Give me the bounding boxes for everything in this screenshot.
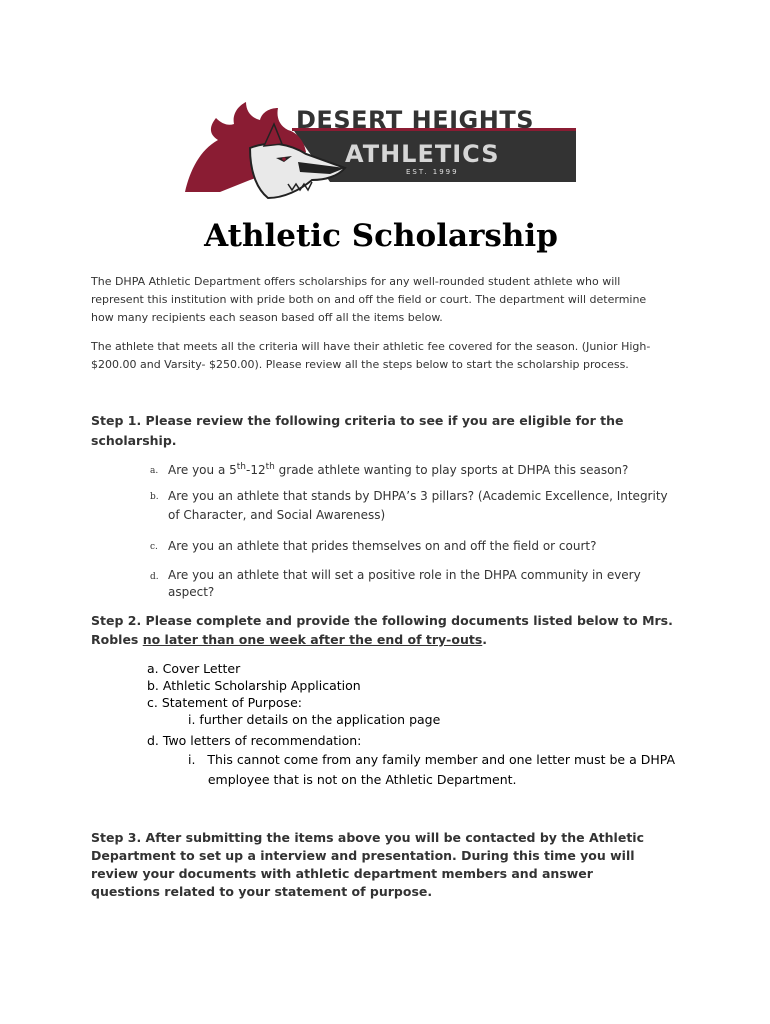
step-3-heading-line: Step 3. After submitting the items above you will be contacted by the Athletic bbox=[91, 830, 644, 845]
deadline-text: no later than one week after the end of try-outs bbox=[142, 632, 483, 647]
document-item-b: b. Athletic Scholarship Application bbox=[147, 678, 361, 693]
step-2-heading bbox=[91, 611, 691, 649]
document-item-d: d. Two letters of recommendation: bbox=[147, 733, 362, 748]
step-1-heading-line: scholarship. bbox=[91, 433, 177, 448]
criteria-letter: d. bbox=[150, 572, 159, 582]
intro-p1-line: how many recipients each season based off all the items below. bbox=[91, 311, 443, 324]
document-item-d-sub: i. This cannot come from any family member and one letter must be a DHPA employee that is not on the Athletic Department. bbox=[188, 752, 676, 787]
logo-text-desert-heights: DESERT HEIGHTS bbox=[296, 106, 534, 134]
step-2-heading-line: Robles no later than one week after the end of try-outs. bbox=[91, 632, 488, 647]
criteria-item-c bbox=[150, 537, 710, 557]
intro-p2-line: The athlete that meets all the criteria will have their athletic fee covered for the season. (Junior High- bbox=[91, 340, 651, 353]
step-1-heading-line: Step 1. Please review the following criteria to see if you are eligible for the bbox=[91, 413, 624, 428]
intro-p1-line: represent this institution with pride both on and off the field or court. The department will determine bbox=[91, 293, 647, 306]
document-item-c: c. Statement of Purpose: bbox=[147, 695, 302, 710]
step-3-heading-line: questions related to your statement of purpose. bbox=[91, 884, 433, 899]
logo-text-established: EST. 1999 bbox=[406, 168, 459, 176]
logo-text-athletics: ATHLETICS bbox=[345, 140, 500, 168]
criteria-letter: b. bbox=[150, 492, 159, 502]
intro-p1-line: The DHPA Athletic Department offers scholarships for any well-rounded student athlete who will bbox=[91, 275, 621, 288]
step-1-heading bbox=[91, 411, 691, 451]
step-3-heading-line: Department to set up a interview and presentation. During this time you will bbox=[91, 848, 635, 863]
criteria-item-a bbox=[150, 461, 710, 481]
page-title: Athletic Scholarship bbox=[204, 218, 558, 254]
criteria-letter: a. bbox=[150, 466, 159, 476]
criteria-text: Are you an athlete that will set a positive role in the DHPA community in every aspect? bbox=[168, 568, 641, 599]
criteria-text: Are you a 5th-12th grade athlete wanting to play sports at DHPA this season? bbox=[168, 462, 629, 477]
document-item-c-sub: i. further details on the application page bbox=[188, 712, 441, 727]
criteria-text: Are you an athlete that stands by DHPA’s 3 pillars? (Academic Excellence, Integrity of Character, and Social Awareness) bbox=[168, 489, 668, 522]
step-3-heading-line: review your documents with athletic department members and answer bbox=[91, 866, 593, 881]
criteria-letter: c. bbox=[150, 542, 158, 552]
criteria-item-b bbox=[150, 487, 710, 527]
step-3-heading bbox=[91, 829, 691, 901]
document-item-a: a. Cover Letter bbox=[147, 661, 241, 676]
criteria-text: Are you an athlete that prides themselves on and off the field or court? bbox=[168, 539, 597, 553]
intro-paragraph-1 bbox=[91, 273, 671, 327]
intro-paragraph-2 bbox=[91, 338, 671, 374]
intro-p2-line: $200.00 and Varsity- $250.00). Please review all the steps below to start the scholarship process. bbox=[91, 358, 629, 371]
step-2-heading-line: Step 2. Please complete and provide the following documents listed below to Mrs. bbox=[91, 613, 673, 628]
criteria-item-d bbox=[150, 567, 710, 603]
